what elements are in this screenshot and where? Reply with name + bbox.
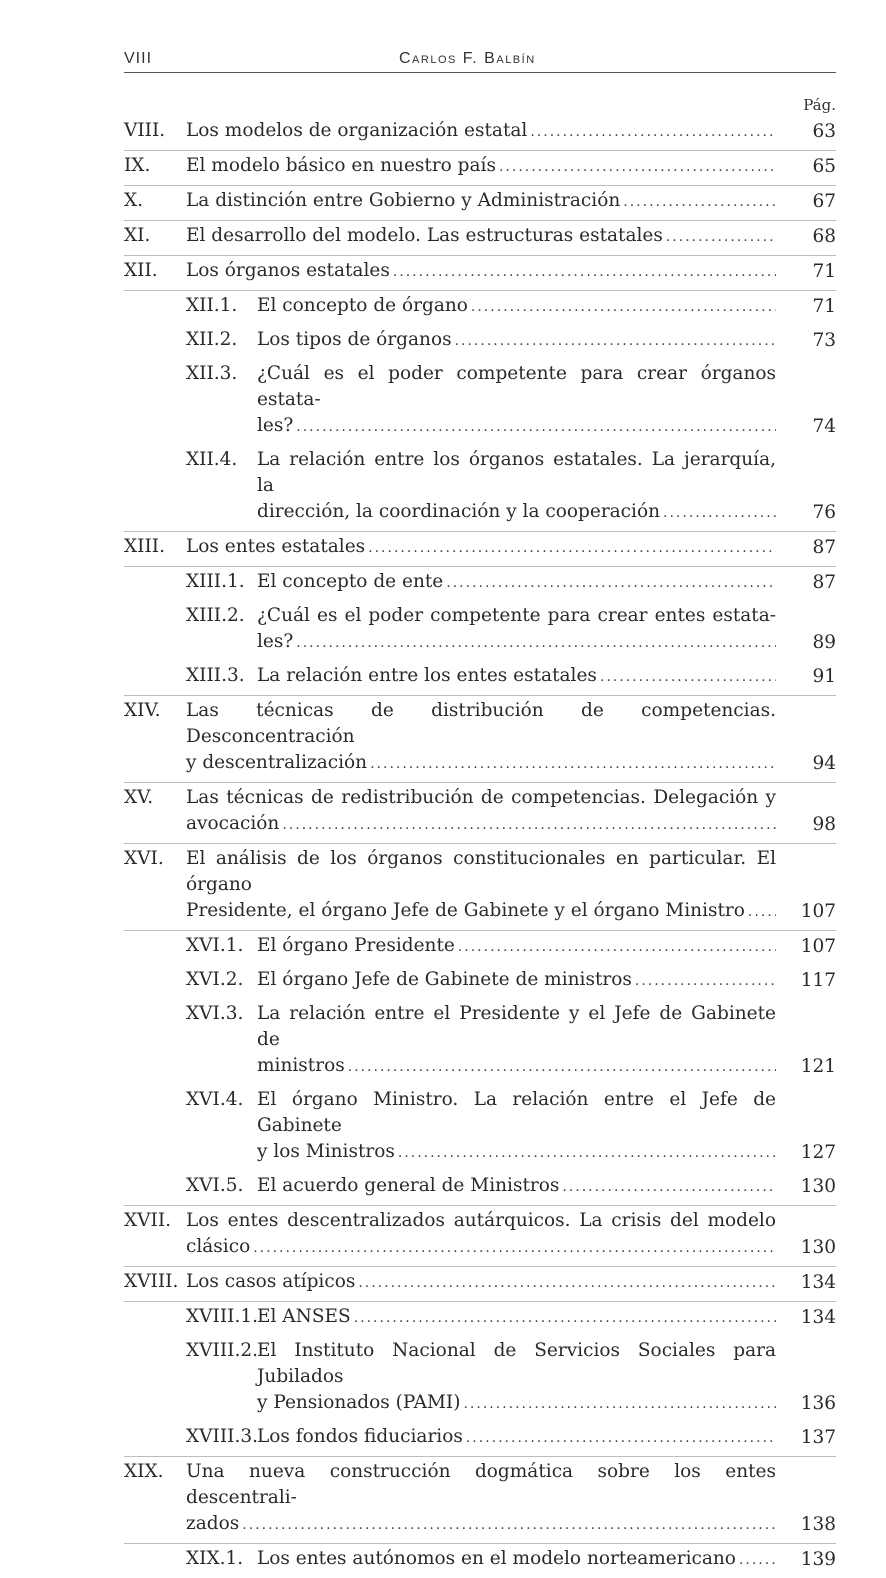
toc-entry-title-line — [257, 569, 776, 596]
dot-leader — [368, 535, 776, 561]
toc-entry — [124, 661, 836, 696]
toc-entry — [124, 186, 836, 221]
dot-leader — [663, 500, 776, 526]
dot-leader — [623, 189, 776, 215]
toc-entry — [124, 532, 836, 567]
toc-entry-title: La distinción entre Gobierno y Administración — [186, 190, 621, 211]
page-folio: VIII — [124, 50, 153, 67]
toc-entry-title-line — [257, 629, 776, 656]
toc-entry-page: 134 — [800, 1272, 836, 1293]
toc-entry-title-line: Las técnicas de distribución de competencias. Desconcentración — [186, 700, 776, 747]
toc-entry-number: XVI.4. — [186, 1089, 244, 1110]
toc-entry-number: XIII.2. — [186, 605, 245, 626]
dot-leader — [370, 751, 776, 777]
page-column-label: Pág. — [803, 96, 836, 114]
toc-entry-title-line — [257, 1139, 776, 1166]
toc-entry — [124, 1206, 836, 1267]
toc-entry — [124, 1302, 836, 1336]
toc-entry — [124, 359, 836, 445]
toc-entry-page: 121 — [800, 1056, 836, 1077]
toc-entry — [124, 1267, 836, 1302]
toc-entry-number: XVI.5. — [186, 1175, 244, 1196]
toc-entry-title: avocación — [186, 813, 280, 834]
toc-entry-page: 130 — [800, 1176, 836, 1197]
toc-entry-page: 74 — [812, 416, 836, 437]
toc-entry-title-line: El Instituto Nacional de Servicios Sociales para Jubilados — [257, 1340, 776, 1387]
toc-entry — [124, 601, 836, 661]
toc-entry-number: XII.4. — [186, 449, 238, 470]
toc-entry-page: 139 — [800, 1549, 836, 1570]
toc-entry-title: y descentralización — [186, 752, 368, 773]
toc-entry-page: 94 — [812, 753, 836, 774]
toc-entry-page: 127 — [800, 1142, 836, 1163]
dot-leader — [471, 294, 776, 320]
toc-entry-title-line: ¿Cuál es el poder competente para crear entes estata- — [257, 605, 776, 626]
toc-entry — [124, 256, 836, 291]
toc-entry-page: 137 — [800, 1427, 836, 1448]
dot-leader — [282, 812, 776, 838]
toc-entry-title-line — [186, 750, 776, 777]
toc-entry — [124, 696, 836, 783]
toc-entry-title: ministros — [257, 1055, 345, 1076]
toc-entry-title-line: El órgano Ministro. La relación entre el Jefe de Gabinete — [257, 1089, 776, 1136]
toc-entry-title: El acuerdo general de Ministros — [257, 1175, 560, 1196]
dot-leader — [455, 328, 776, 354]
toc-entry-page: 89 — [812, 632, 836, 653]
toc-entry-title-line — [257, 1424, 776, 1451]
toc-entry-number: XVIII.1. — [186, 1306, 258, 1327]
toc-entry-number: XVIII.3. — [186, 1426, 258, 1447]
toc-entry-title: les? — [257, 631, 294, 652]
toc-entry-title-line — [186, 811, 776, 838]
toc-entry — [124, 1085, 836, 1171]
toc-entry-number: XVI.3. — [186, 1003, 244, 1024]
toc-entry — [124, 116, 836, 151]
dot-leader — [354, 1305, 776, 1331]
toc-entry — [124, 999, 836, 1085]
toc-entry-number: X. — [124, 190, 144, 211]
toc-entry-page: 87 — [812, 537, 836, 558]
toc-entry-number: VIII. — [124, 120, 166, 141]
toc-entry-title: dirección, la coordinación y la cooperación — [257, 501, 661, 522]
dot-leader — [393, 259, 776, 285]
toc-entry-number: XIV. — [124, 700, 161, 721]
toc-entry-title-line — [186, 898, 776, 925]
dot-leader — [600, 664, 776, 690]
dot-leader — [296, 414, 776, 440]
toc-entry-number: XVII. — [124, 1210, 172, 1231]
toc-entry-number: XI. — [124, 225, 151, 246]
toc-entry-title-line: Los entes descentralizados autárquicos. La crisis del modelo — [186, 1210, 776, 1231]
toc-entry-title: El órgano Presidente — [257, 935, 455, 956]
toc-entry-title: El desarrollo del modelo. Las estructuras estatales — [186, 225, 663, 246]
toc-entry-title: Los órganos estatales — [186, 260, 390, 281]
toc-entry-number: XIII.1. — [186, 571, 245, 592]
dot-leader — [348, 1054, 776, 1080]
running-header — [124, 46, 836, 73]
toc-entry-number: XVIII. — [124, 1271, 179, 1292]
toc-entry-page: 73 — [812, 330, 836, 351]
toc-entry-title: El modelo básico en nuestro país — [186, 155, 496, 176]
toc-entry-title-line — [257, 293, 776, 320]
toc-entry-title-line — [257, 1053, 776, 1080]
dot-leader — [666, 224, 776, 250]
toc-entry — [124, 221, 836, 256]
toc-entry — [124, 325, 836, 359]
toc-entry — [124, 1171, 836, 1206]
toc-entry-title: y los Ministros — [257, 1141, 395, 1162]
toc-entry-title-line — [186, 223, 776, 250]
toc-entry-title-line: ¿Cuál es el poder competente para crear órganos estata- — [257, 363, 776, 410]
toc-entry-title: El órgano Jefe de Gabinete de ministros — [257, 969, 632, 990]
toc-entry-page: 91 — [812, 666, 836, 687]
toc-entry-page: 134 — [800, 1307, 836, 1328]
toc-entry-number: XVI.2. — [186, 969, 244, 990]
toc-entry-title-line — [257, 1173, 776, 1200]
toc-entry — [124, 931, 836, 965]
toc-entry — [124, 1544, 836, 1578]
toc-entry-title-line — [186, 258, 776, 285]
toc-entry-title: les? — [257, 415, 294, 436]
toc-entry — [124, 1336, 836, 1422]
toc-entry-page: 76 — [812, 502, 836, 523]
toc-entry-title-line — [257, 1390, 776, 1417]
toc-entry-page: 68 — [812, 226, 836, 247]
toc-entry-title-line: La relación entre el Presidente y el Jefe de Gabinete de — [257, 1003, 776, 1050]
toc-entry-page: 107 — [800, 936, 836, 957]
toc-entry-title-line: Una nueva construcción dogmática sobre los entes descentrali- — [186, 1461, 776, 1508]
toc-entry-title-line — [186, 153, 776, 180]
toc-entry-page: 98 — [812, 814, 836, 835]
toc-entry — [124, 1457, 836, 1544]
dot-leader — [739, 1547, 776, 1573]
toc-entry-number: XIII.3. — [186, 665, 245, 686]
toc-entry-title-line: Las técnicas de redistribución de competencias. Delegación y — [186, 787, 776, 808]
dot-leader — [530, 119, 776, 145]
toc-entry-title-line — [186, 118, 776, 145]
toc-entry-number: XVI. — [124, 848, 164, 869]
toc-entry-number: XII.3. — [186, 363, 238, 384]
toc-entry-number: XII. — [124, 260, 158, 281]
toc-entry-title-line: La relación entre los órganos estatales. La jerarquía, la — [257, 449, 776, 496]
toc-entry-title-line — [186, 1511, 776, 1538]
toc-entry-number: XII.1. — [186, 295, 238, 316]
toc-entry — [124, 151, 836, 186]
toc-entry-page: 87 — [812, 572, 836, 593]
toc-entry-title-line — [257, 327, 776, 354]
toc-entry-number: XV. — [124, 787, 154, 808]
toc-entry-title-line — [257, 663, 776, 690]
toc-entry-title: Los entes autónomos en el modelo norteamericano — [257, 1548, 736, 1569]
dot-leader — [458, 934, 776, 960]
toc-entry-title-line — [186, 188, 776, 215]
toc-entry-title: clásico — [186, 1236, 251, 1257]
toc-entry-title: El concepto de órgano — [257, 295, 468, 316]
dot-leader — [398, 1140, 776, 1166]
toc-entry-number: XIX. — [124, 1461, 164, 1482]
toc-entry-number: XIII. — [124, 536, 165, 557]
toc-entry-number: XVI.1. — [186, 935, 244, 956]
toc-entry-title: Los casos atípicos — [186, 1271, 356, 1292]
running-author: Carlos F. Balbín — [399, 50, 536, 67]
toc-entry-title: Presidente, el órgano Jefe de Gabinete y el órgano Ministro — [186, 900, 745, 921]
toc-entry-title: Los fondos fiduciarios — [257, 1426, 463, 1447]
toc-entry-title-line — [186, 1269, 776, 1296]
dot-leader — [253, 1235, 776, 1261]
dot-leader — [635, 968, 776, 994]
toc-entry-page: 63 — [812, 121, 836, 142]
toc-entry-number: XIX.1. — [186, 1548, 244, 1569]
dot-leader — [296, 630, 776, 656]
toc-entry-title: zados — [186, 1513, 240, 1534]
toc-entry-title: Los modelos de organización estatal — [186, 120, 528, 141]
toc-entry — [124, 783, 836, 844]
toc-entry — [124, 445, 836, 532]
toc-entry-title-line — [257, 1304, 776, 1331]
toc-entry-page: 138 — [800, 1514, 836, 1535]
toc-entry-page: 130 — [800, 1237, 836, 1258]
dot-leader — [748, 899, 776, 925]
toc-entry-title-line — [186, 1234, 776, 1261]
toc-entry — [124, 844, 836, 931]
toc-entry-page: 107 — [800, 901, 836, 922]
toc-entry-title-line — [257, 967, 776, 994]
toc-entry-title-line — [186, 534, 776, 561]
table-of-contents — [124, 116, 836, 1578]
toc-entry — [124, 965, 836, 999]
dot-leader — [446, 570, 776, 596]
toc-entry-title: El concepto de ente — [257, 571, 444, 592]
toc-entry-number: IX. — [124, 155, 151, 176]
toc-entry-title: Los tipos de órganos — [257, 329, 452, 350]
dot-leader — [466, 1425, 776, 1451]
toc-entry-number: XVIII.2. — [186, 1340, 258, 1361]
toc-entry-title: El ANSES — [257, 1306, 351, 1327]
toc-entry-title: y Pensionados (PAMI) — [257, 1392, 461, 1413]
toc-entry-page: 67 — [812, 191, 836, 212]
toc-entry-page: 71 — [812, 296, 836, 317]
toc-entry-title: La relación entre los entes estatales — [257, 665, 597, 686]
toc-entry-title: Los entes estatales — [186, 536, 366, 557]
toc-entry — [124, 567, 836, 601]
dot-leader — [499, 154, 776, 180]
dot-leader — [463, 1391, 776, 1417]
toc-entry — [124, 291, 836, 325]
toc-entry-page: 136 — [800, 1393, 836, 1414]
dot-leader — [242, 1512, 776, 1538]
toc-entry-title-line — [257, 1546, 776, 1573]
toc-entry-title-line — [257, 933, 776, 960]
toc-entry-page: 65 — [812, 156, 836, 177]
dot-leader — [358, 1270, 776, 1296]
toc-entry-number: XII.2. — [186, 329, 238, 350]
toc-entry-title-line — [257, 499, 776, 526]
toc-entry-title-line — [257, 413, 776, 440]
toc-entry — [124, 1422, 836, 1457]
toc-entry-title-line: El análisis de los órganos constitucionales en particular. El órgano — [186, 848, 776, 895]
toc-entry-page: 117 — [800, 970, 836, 991]
toc-entry-page: 71 — [812, 261, 836, 282]
dot-leader — [562, 1174, 776, 1200]
